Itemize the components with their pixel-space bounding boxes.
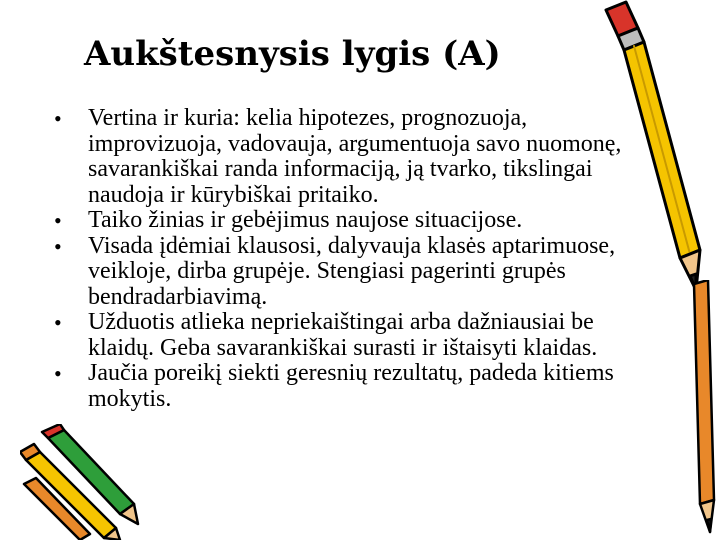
bullet-item (52, 361, 652, 412)
bullet-item (52, 234, 652, 311)
bullet-text: Taiko žinias ir gebėjimus naujose situacijose. (88, 207, 523, 233)
bullet-list (52, 106, 652, 412)
bullet-marker: • (54, 106, 62, 131)
bullet-text: Visada įdėmiai klausosi, dalyvauja klasės aptarimuose, veikloje, dirba grupėje. Stengiasi pagerinti grupės bendradarbiavimą. (88, 232, 616, 310)
pencils-icon (20, 424, 140, 540)
bullet-text: Vertina ir kuria: kelia hipotezes, prognozuoja, improvizuoja, vadovauja, argumentuoja savo nuomonę, savarankiškai randa informaciją, ją tvarko, tikslingai naudoja ir kūrybiškai pritaiko. (88, 105, 622, 208)
bullet-text: Užduotis atlieka nepriekaištingai arba dažniausiai be klaidų. Geba savarankiškai surasti ir ištaisyti klaidas. (88, 309, 598, 361)
bullet-item (52, 310, 652, 361)
pencil-icon (664, 280, 720, 540)
bullet-marker: • (54, 208, 62, 233)
bullet-marker: • (54, 233, 62, 259)
pencil-icon (588, 0, 720, 300)
bullet-item (52, 106, 652, 208)
slide-title: Aukštesnysis lygis (A) (84, 34, 501, 74)
bullet-marker: • (54, 361, 62, 386)
bullet-marker: • (54, 310, 62, 335)
bullet-text: Jaučia poreikį siekti geresnių rezultatų, padeda kitiems mokytis. (88, 360, 614, 412)
bullet-item (52, 208, 652, 234)
